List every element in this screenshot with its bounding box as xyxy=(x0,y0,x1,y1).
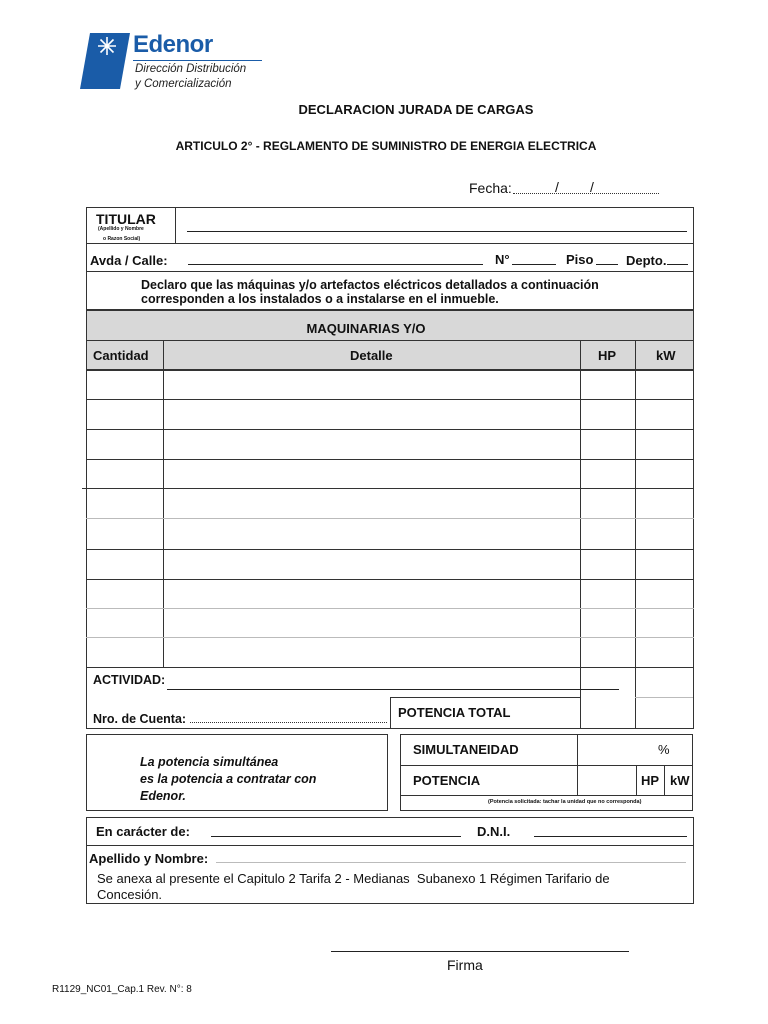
caracter-field[interactable] xyxy=(211,836,461,837)
declaration-line2: corresponden a los instalados o a instalarse en el inmueble. xyxy=(141,292,499,306)
table-row xyxy=(86,459,694,460)
brand-sub2: y Comercialización xyxy=(135,78,232,90)
table-row xyxy=(86,637,694,638)
table-row xyxy=(86,399,694,400)
table-row xyxy=(86,608,694,609)
brand-name: Edenor xyxy=(133,31,213,58)
form-subtitle: ARTICULO 2° - REGLAMENTO DE SUMINISTRO DE ENERGIA ELECTRICA xyxy=(175,139,597,153)
potencia-note: (Potencia solicitada: tachar la unidad que no corresponda) xyxy=(488,799,642,805)
titular-note: o Razon Social) xyxy=(103,236,141,242)
note-line3: Edenor. xyxy=(140,789,186,803)
piso-field[interactable] xyxy=(596,264,618,265)
titular-divider xyxy=(175,207,176,243)
simultaneidad-label: SIMULTANEIDAD xyxy=(413,742,519,757)
table-row xyxy=(82,488,694,489)
potencia-hp: HP xyxy=(641,773,660,788)
piso-label: Piso xyxy=(566,252,594,267)
table-row xyxy=(86,518,694,519)
titular-field[interactable] xyxy=(187,231,687,232)
nro-label: N° xyxy=(495,252,510,267)
depto-field[interactable] xyxy=(667,264,688,265)
table-row xyxy=(86,667,694,668)
potencia-total-label: POTENCIA TOTAL xyxy=(398,705,511,720)
edenor-emblem xyxy=(80,33,130,89)
annex-line1: Se anexa al presente el Capitulo 2 Tarifa 2 - Medianas Subanexo 1 Régimen Tarifario de xyxy=(97,871,610,886)
cuenta-label: Nro. de Cuenta: xyxy=(93,712,187,726)
note-line2: es la potencia a contratar con xyxy=(140,772,317,786)
firma-line[interactable] xyxy=(331,951,629,952)
edenor-logo xyxy=(80,33,280,93)
col-header-cantidad: Cantidad xyxy=(93,348,149,363)
depto-label: Depto. xyxy=(626,253,667,268)
brand-underline xyxy=(133,60,262,61)
form-title: DECLARACION JURADA DE CARGAS xyxy=(298,102,534,117)
table-title: MAQUINARIAS Y/O xyxy=(306,321,426,336)
footer-code: R1129_NC01_Cap.1 Rev. N°: 8 xyxy=(52,984,192,995)
dni-field[interactable] xyxy=(534,836,687,837)
declaration-line1: Declaro que las máquinas y/o artefactos eléctricos detallados a continuación xyxy=(141,278,599,292)
note-line1: La potencia simultánea xyxy=(140,755,279,769)
titular-note: (Apellido y Nombre xyxy=(98,226,144,232)
nro-field[interactable] xyxy=(512,264,556,265)
table-row xyxy=(86,549,694,550)
calle-label: Avda / Calle: xyxy=(90,253,168,268)
calle-field[interactable] xyxy=(188,264,483,265)
fecha-label: Fecha: xyxy=(469,180,512,196)
titular-label: TITULAR xyxy=(96,211,156,227)
apellido-field[interactable] xyxy=(216,862,686,863)
cuenta-field[interactable] xyxy=(190,722,387,723)
annex-line2: Concesión. xyxy=(97,887,163,902)
caracter-label: En carácter de: xyxy=(96,824,190,839)
table-row xyxy=(86,429,694,430)
col-header-kw: kW xyxy=(656,348,676,363)
potencia-kw: kW xyxy=(670,773,690,788)
apellido-label: Apellido y Nombre: xyxy=(89,851,209,866)
brand-sub1: Dirección Distribución xyxy=(135,63,247,75)
table-row xyxy=(86,579,694,580)
col-header-hp: HP xyxy=(598,348,617,363)
actividad-field[interactable] xyxy=(167,689,619,690)
potencia-label: POTENCIA xyxy=(413,773,481,788)
dni-label: D.N.I. xyxy=(477,824,511,839)
table-row xyxy=(86,370,694,371)
col-header-detalle: Detalle xyxy=(350,348,393,363)
fecha-separators: / / xyxy=(555,179,594,195)
firma-label: Firma xyxy=(447,957,483,973)
actividad-label: ACTIVIDAD: xyxy=(93,673,166,687)
simultaneidad-unit: % xyxy=(658,742,670,757)
